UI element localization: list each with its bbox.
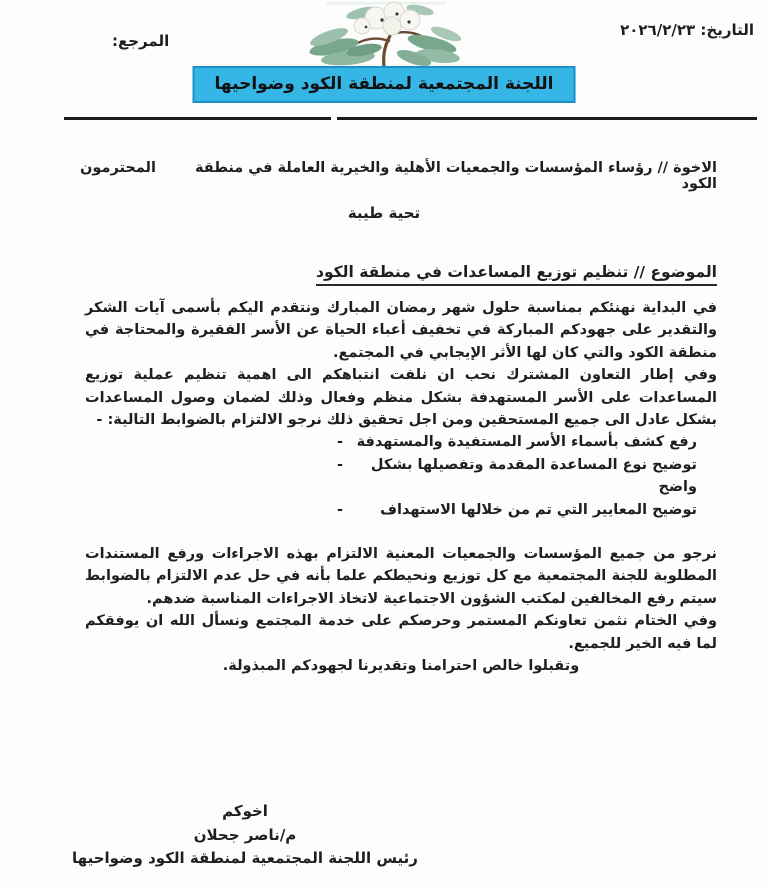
- addressee-row: [80, 160, 717, 192]
- addressee-text: الاخوة // رؤساء المؤسسات والجمعيات الأهلية والخيرية العاملة في منطقة الكود: [195, 160, 717, 192]
- list-item-text: توضيح نوع المساعدة المقدمة وتفصيلها بشكل واضح: [370, 456, 697, 496]
- list-item-text: رفع كشف بأسماء الأسر المستفيدة والمستهدفة: [356, 434, 697, 451]
- greeting-text: تحية طيبة: [347, 204, 421, 222]
- signature-title: رئيس اللجنة المجتمعية لمنطقة الكود وضواحيها: [72, 849, 418, 867]
- paragraph-intro: في البداية نهنئكم بمناسبة حلول شهر رمضان المبارك ونتقدم اليكم بأسمى آيات الشكر والتقدير على جهودكم المباركة في تخفيف أعباء الحياة عن الأسر الفقيرة والمحتاجة في منطقة الكود والتي كان لها الأثر الإيجابي في المجتمع.: [85, 300, 717, 361]
- signature-block: [72, 800, 418, 871]
- cotton-branch-icon: [296, 0, 472, 74]
- paragraph-compliance: نرجو من جميع المؤسسات والجمعيات المعنية الالتزام بهذه الاجراءات ورفع المستندات المطلوبة للجنة المجتمعية مع كل توزيع ونحيطكم علما بأنه في حل عدم الالتزام بالضوابط سيتم رفع المخالفين لمكتب الشؤون الاجتماعية لاتخاذ الاجراءات المناسبة ضدهم.: [85, 546, 717, 607]
- paragraph-conclusion: وفي الختام نثمن تعاونكم المستمر وحرصكم على خدمة المجتمع ونسأل الله ان يوفقكم لما فيه الخير للجميع.: [85, 613, 717, 652]
- dash-bullet-icon: -: [337, 456, 344, 473]
- letter-body: [85, 297, 717, 678]
- list-item-text: توضيح المعايير التي تم من خلالها الاستهداف: [380, 501, 697, 518]
- committee-banner: اللجنة المجتمعية لمنطقة الكود وضواحيها: [193, 66, 576, 103]
- signature-name: م/ناصر جحلان: [193, 825, 297, 844]
- date-label: التاريخ: ٢٠٢٦/٢/٢٣: [620, 21, 754, 39]
- paragraph-cooperation: وفي إطار التعاون المشترك نحب ان نلفت انتباهكم الى اهمية تنظيم عملية توزيع المساعدات على الأسر المستهدفة بشكل منظم وفعال وذلك لضمان وصول المساعدات بشكل عادل الى جميع المستحقين ومن اجل تحقيق ذلك نرجو الالتزام بالضوابط التالية: -: [85, 367, 717, 429]
- subject-line: الموضوع // تنظيم توزيع المساعدات في منطقة الكود: [316, 263, 717, 286]
- header-divider-right: [337, 117, 757, 120]
- list-item: [337, 499, 697, 521]
- addressee-honorific: المحترمون: [80, 160, 156, 176]
- closing-line: وتقبلوا خالص احترامنا وتقديرنا لجهودكم المبذولة.: [222, 658, 580, 675]
- reference-label: المرجع:: [112, 32, 170, 50]
- header-divider-left: [64, 117, 331, 120]
- signature-salutation: اخوكم: [222, 802, 268, 820]
- dash-bullet-icon: -: [337, 434, 344, 451]
- list-item: [337, 431, 697, 453]
- list-item: [337, 454, 697, 499]
- dash-bullet-icon: -: [337, 501, 344, 518]
